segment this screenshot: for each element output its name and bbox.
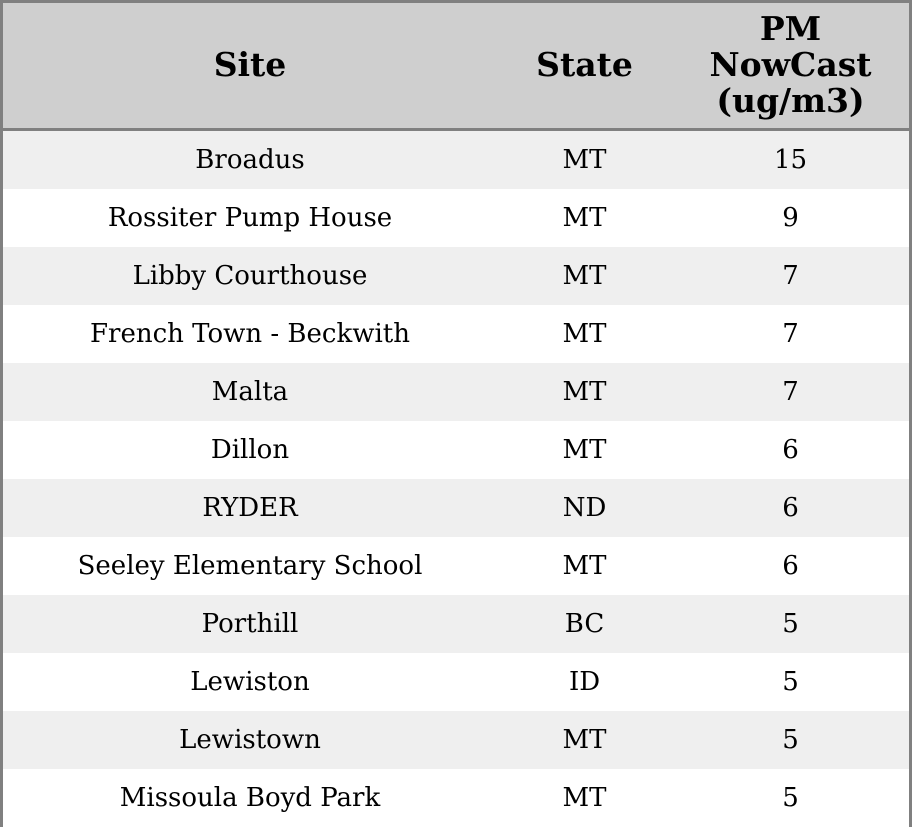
cell-pm-nowcast: 6 bbox=[782, 492, 799, 523]
cell-pm-nowcast: 6 bbox=[782, 434, 799, 465]
cell-site: Seeley Elementary School bbox=[77, 550, 423, 581]
cell-pm-nowcast: 7 bbox=[782, 376, 799, 407]
column-header-site: Site bbox=[213, 45, 287, 85]
cell-site: Dillon bbox=[210, 434, 290, 465]
cell-state: MT bbox=[562, 318, 607, 349]
table-row bbox=[3, 131, 909, 189]
table-body bbox=[3, 129, 909, 827]
cell-site: Malta bbox=[211, 376, 289, 407]
cell-state: MT bbox=[562, 376, 607, 407]
table-row bbox=[3, 479, 909, 537]
cell-pm-nowcast: 7 bbox=[782, 260, 799, 291]
cell-pm-nowcast: 9 bbox=[782, 202, 799, 233]
cell-site: Broadus bbox=[195, 144, 305, 175]
cell-pm-nowcast: 5 bbox=[782, 724, 799, 755]
cell-site: Missoula Boyd Park bbox=[119, 782, 381, 813]
column-header-state: State bbox=[536, 45, 633, 85]
cell-state: MT bbox=[562, 260, 607, 291]
cell-site: RYDER bbox=[202, 492, 298, 523]
cell-state: ID bbox=[568, 666, 601, 697]
cell-pm-nowcast: 15 bbox=[773, 144, 808, 175]
table-row bbox=[3, 595, 909, 653]
table-row bbox=[3, 421, 909, 479]
table-row bbox=[3, 305, 909, 363]
table-row bbox=[3, 711, 909, 769]
cell-state: MT bbox=[562, 434, 607, 465]
cell-pm-nowcast: 7 bbox=[782, 318, 799, 349]
cell-site: Lewiston bbox=[190, 666, 310, 697]
cell-state: MT bbox=[562, 202, 607, 233]
table-header bbox=[3, 3, 909, 129]
cell-state: MT bbox=[562, 782, 607, 813]
cell-pm-nowcast: 6 bbox=[782, 550, 799, 581]
table-row bbox=[3, 189, 909, 247]
cell-state: MT bbox=[562, 144, 607, 175]
cell-site: Lewistown bbox=[179, 724, 321, 755]
column-header-pm-line-3: (ug/m3) bbox=[716, 81, 865, 121]
column-header-pm-line-2: NowCast bbox=[709, 45, 872, 85]
cell-site: French Town - Beckwith bbox=[89, 318, 411, 349]
table-row bbox=[3, 537, 909, 595]
cell-pm-nowcast: 5 bbox=[782, 666, 799, 697]
cell-pm-nowcast: 5 bbox=[782, 608, 799, 639]
cell-state: ND bbox=[562, 492, 607, 523]
table-row bbox=[3, 363, 909, 421]
cell-state: BC bbox=[564, 608, 605, 639]
cell-state: MT bbox=[562, 550, 607, 581]
cell-site: Rossiter Pump House bbox=[107, 202, 393, 233]
cell-state: MT bbox=[562, 724, 607, 755]
table-row bbox=[3, 247, 909, 305]
cell-site: Porthill bbox=[201, 608, 299, 639]
column-header-pm-nowcast bbox=[672, 3, 909, 129]
header-row bbox=[3, 3, 909, 129]
table-row bbox=[3, 653, 909, 711]
cell-pm-nowcast: 5 bbox=[782, 782, 799, 813]
cell-site: Libby Courthouse bbox=[132, 260, 368, 291]
table-row bbox=[3, 769, 909, 827]
pm-nowcast-table bbox=[3, 3, 909, 827]
column-header-pm-line-1: PM bbox=[759, 9, 822, 49]
